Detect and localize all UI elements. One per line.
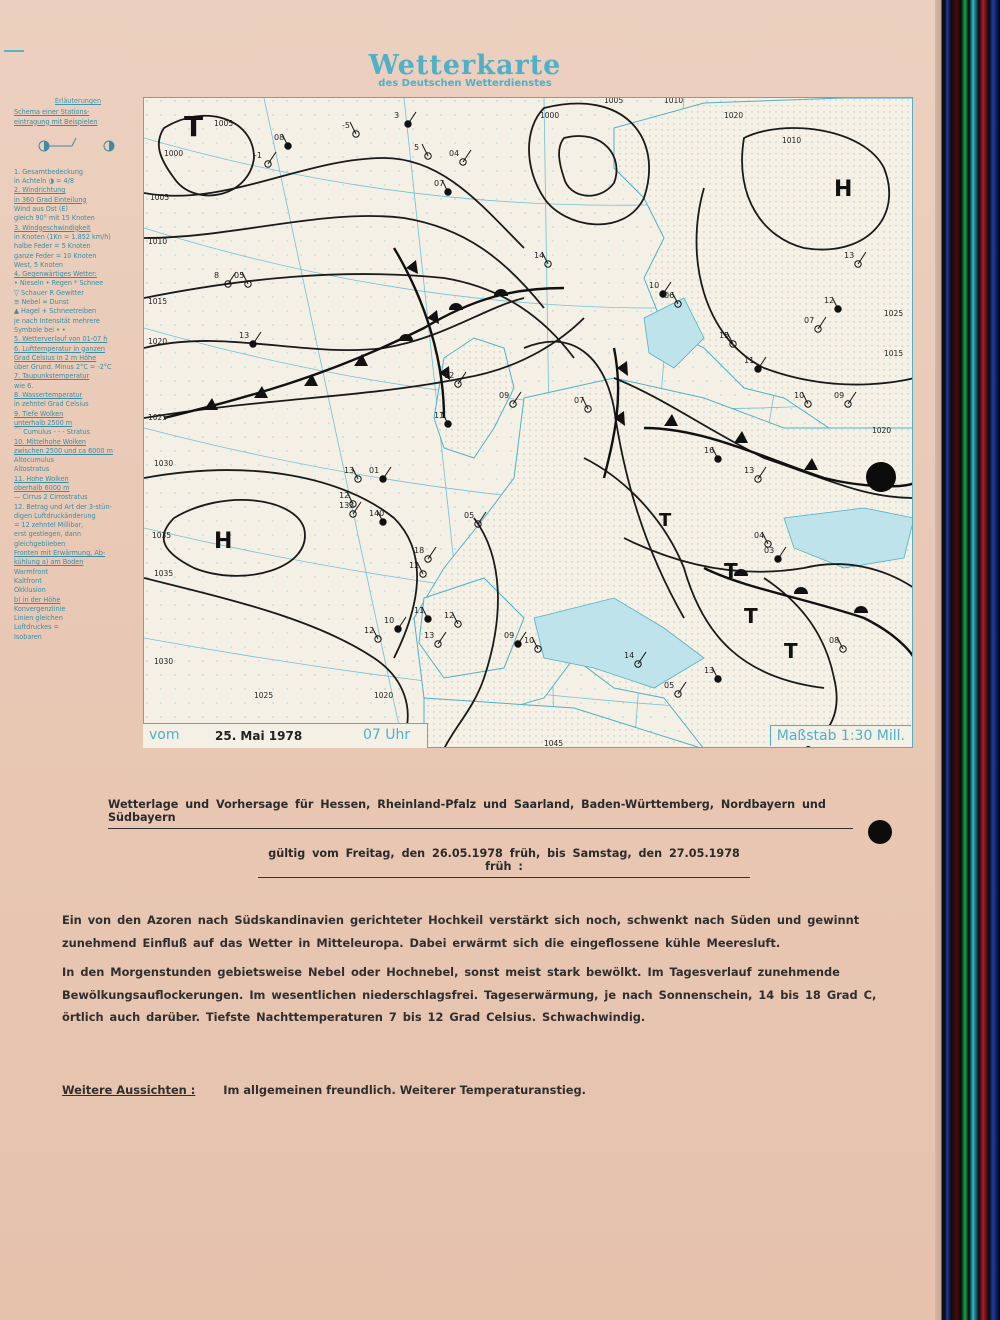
outlook-text: Im allgemeinen freundlich. Weiterer Temperaturanstieg. xyxy=(223,1083,587,1097)
legend-line: Altocumulus xyxy=(14,455,55,465)
station-value: 10 xyxy=(524,636,535,645)
legend-line: 8. Wassertemperatur xyxy=(14,390,83,400)
station-value: 04 xyxy=(754,531,765,540)
isobar-label: 1010 xyxy=(148,237,168,246)
legend-line: je nach Intensität mehrere xyxy=(14,315,100,325)
legend-line: oberhalb 6000 m xyxy=(14,482,70,492)
legend-line: b) in der Höhe xyxy=(14,594,61,604)
legend-line: — Cirrus 2 Cirrostratus xyxy=(14,492,88,502)
low-pressure-center: T xyxy=(724,559,738,583)
station-value: 12 xyxy=(444,611,455,620)
station-value: 08 xyxy=(829,636,840,645)
isobar-label: 1035 xyxy=(152,531,172,540)
station-value: 12 xyxy=(339,491,350,500)
station-value: 18 xyxy=(414,546,425,555)
legend-line: 11. Hohe Wolken xyxy=(14,473,69,483)
isobar-label: 1010 xyxy=(664,98,684,105)
station-value: 10 xyxy=(649,281,660,290)
legend-line: 9. Tiefe Wolken xyxy=(14,408,64,418)
station-value: 06 xyxy=(664,291,675,300)
station-value: 09 xyxy=(834,391,845,400)
forecast-situation: Ein von den Azoren nach Südskandinavien gerichteter Hochkeil verstärkt sich noch, schwenkt nach Süden und gewinnt zunehmend Einfluß auf das Wetter in Mitteleuropa. Dabei erwärmt sich die eingeflossene kühle Meeresluft. xyxy=(62,913,860,950)
isobar-label: 1000 xyxy=(540,111,560,120)
station-value: -1 xyxy=(254,151,262,160)
station-value: 03 xyxy=(764,546,775,555)
forecast-region-heading: Wetterlage und Vorhersage für Hessen, Rheinland-Pfalz und Saarland, Baden-Württemberg, Nordbayern und Südbayern xyxy=(108,798,853,829)
station-value: 5 xyxy=(414,143,420,152)
legend-line: = 12 zehntel Millibar, xyxy=(14,520,84,530)
legend-station-schema xyxy=(14,128,134,164)
legend-line: in zehntel Grad Celsius xyxy=(14,399,89,409)
legend-line: Isobaren xyxy=(14,631,42,641)
station-value: 10 xyxy=(794,391,805,400)
legend-line: Schema einer Stations- xyxy=(14,107,90,117)
footer-date: 25. Mai 1978 xyxy=(215,729,303,743)
legend-line: ≡ Nebel ∞ Dunst xyxy=(14,297,69,307)
legend-line: Luftdruckes = xyxy=(14,622,59,632)
scanner-edge-strip xyxy=(935,0,1000,1320)
margin-tick xyxy=(4,50,24,52)
legend-line: Altostratus xyxy=(14,464,50,474)
station-value: 13 xyxy=(844,251,855,260)
legend-line: ganze Feder = 10 Knoten xyxy=(14,250,97,260)
legend-line: kühlung a) am Boden xyxy=(14,557,84,567)
isobar-label: 1030 xyxy=(154,459,174,468)
station-value: 09 xyxy=(504,631,515,640)
legend-heading: Erläuterungen xyxy=(54,96,102,105)
legend-line: wie 6. xyxy=(14,380,34,390)
legend-line: Konvergenzlinie xyxy=(14,603,66,613)
legend-line: ⌒ Cumulus - - - Stratus xyxy=(14,427,90,437)
legend-line: unterhalb 2500 m xyxy=(14,417,73,427)
legend-line: 10. Mittelhohe Wolken xyxy=(14,436,87,446)
station-value: 140 xyxy=(369,509,385,518)
legend-line: 6. Lufttemperatur in ganzen xyxy=(14,343,105,353)
isobar-label: 1020 xyxy=(148,337,168,346)
legend-line: 2. Windrichtung xyxy=(14,185,66,195)
legend-line: Kaltfront xyxy=(14,575,42,585)
legend-line: 3. Windgeschwindigkeit xyxy=(14,222,91,232)
legend-line: Wind aus Ost (E) xyxy=(14,204,68,214)
legend-line: 4. Gegenwärtiges Wetter: xyxy=(14,269,97,279)
isobar-label: 1005 xyxy=(150,193,170,202)
station-value: 8 xyxy=(214,271,220,280)
station-value: 13 xyxy=(344,466,355,475)
isobar-label: 1025 xyxy=(148,413,168,422)
legend-line: gleichgeblieben xyxy=(14,538,66,548)
station-value: 13 xyxy=(239,331,250,340)
footer-time: 07 Uhr xyxy=(363,727,411,743)
station-value: 3 xyxy=(394,111,400,120)
station-value: 01 xyxy=(369,466,380,475)
high-pressure-center: H xyxy=(214,529,233,554)
legend-line: digen Luftdruckänderung xyxy=(14,510,96,520)
station-value: 133 xyxy=(339,501,355,510)
isobar-label: 1005 xyxy=(214,119,234,128)
legend-line: 7. Taupunkstemperatur xyxy=(14,371,90,381)
isobar-label: 1025 xyxy=(884,309,904,318)
legend-line: Warmfront xyxy=(14,566,49,576)
station-value: 05 xyxy=(664,681,675,690)
forecast-details: In den Morgenstunden gebietsweise Nebel oder Hochnebel, sonst meist stark bewölkt. Im Tagesverlauf zunehmende Bewölkungsauflockerungen. Im wesentlichen niederschlagsfrei. Tageserwärmung, je nach Sonnenschein, 14 bis 18 Grad C, örtlich auch darüber. Tiefste Nachttemperaturen 7 bis 12 Grad Celsius. Schwachwindig. xyxy=(62,965,877,1024)
station-value: 14 xyxy=(534,251,545,260)
legend-line: zwischen 2500 und ca 6000 m xyxy=(14,445,113,455)
page-subtitle: des Deutschen Wetterdienstes xyxy=(378,78,552,89)
forecast-validity: gültig vom Freitag, den 26.05.1978 früh, bis Samstag, den 27.05.1978 früh : xyxy=(258,847,750,878)
isobar-label: 1005 xyxy=(604,98,624,105)
legend-line: halbe Feder = 5 Knoten xyxy=(14,241,91,251)
low-pressure-center: T xyxy=(659,510,672,531)
legend-lines xyxy=(14,107,142,641)
station-value: 13 xyxy=(424,631,435,640)
station-value: 15 xyxy=(719,331,730,340)
footer-prefix: vom xyxy=(149,727,180,743)
punch-hole xyxy=(866,462,896,492)
punch-hole xyxy=(868,820,892,844)
station-value: 11 xyxy=(414,606,425,615)
legend-line: in Knoten (1Kn = 1.852 km/h) xyxy=(14,231,111,241)
station-value: 10 xyxy=(384,616,395,625)
legend-line: Linien gleichen xyxy=(14,613,63,623)
legend-line: 12. Betrag und Art der 3-stün- xyxy=(14,501,112,511)
legend-line: West, 5 Knoten xyxy=(14,259,64,269)
station-value: 04 xyxy=(449,149,460,158)
map-footer xyxy=(143,723,913,748)
isobar-label: 1030 xyxy=(154,657,174,666)
legend-line: eintragung mit Beispielen xyxy=(14,116,98,126)
high-pressure-center: H xyxy=(834,177,853,202)
isobar-label: 1020 xyxy=(374,691,394,700)
legend-line: in Achteln ◑ = 4/8 xyxy=(14,176,74,186)
isobar-label: 1020 xyxy=(872,426,892,435)
legend-line: ▲ Hagel + Schneetreiben xyxy=(14,306,97,316)
station-value: 12 xyxy=(409,561,420,570)
low-pressure-center: T xyxy=(784,639,798,663)
isobar-label: 1045 xyxy=(544,739,564,748)
legend-line: • Nieseln • Regen * Schnee xyxy=(14,278,104,288)
station-value: 14 xyxy=(624,651,635,660)
station-value: 11 xyxy=(744,356,755,365)
legend-line: Grad Celsius in 2 m Höhe xyxy=(14,352,97,362)
legend-line: gleich 90° mit 15 Knoten xyxy=(14,213,95,223)
station-value: 09 xyxy=(499,391,510,400)
forecast-outlook xyxy=(62,1083,586,1097)
legend-line: über Grund. Minus 2°C = -2°C xyxy=(14,362,112,372)
legend-line: Fronten mit Erwärmung, Ab- xyxy=(14,548,106,558)
legend-line: Okklusion xyxy=(14,585,46,595)
legend-line: ▽ Schauer R Gewitter xyxy=(14,287,84,297)
legend-line: 5. Wetterverlauf von 01-07 h xyxy=(14,334,108,344)
isobar-label: 1035 xyxy=(154,569,174,578)
station-value: -5 xyxy=(342,121,350,130)
station-value: 16 xyxy=(704,446,715,455)
legend-line: Symbole bei • • xyxy=(14,324,66,334)
footer-scale: Maßstab 1:30 Mill. xyxy=(770,725,911,746)
isobar-label: 1015 xyxy=(148,297,168,306)
legend-line: in 360 Grad Einteilung xyxy=(14,194,87,204)
isobar-label: 1025 xyxy=(254,691,274,700)
station-value: 11 xyxy=(434,411,445,420)
station-value: 12 xyxy=(824,296,835,305)
station-value: 13 xyxy=(744,466,755,475)
station-value: 07 xyxy=(434,179,445,188)
legend-line: 1. Gesamtbedeckung xyxy=(14,166,83,176)
outlook-label: Weitere Aussichten : xyxy=(62,1083,196,1097)
map-legend xyxy=(14,96,142,756)
station-value: 07 xyxy=(804,316,815,325)
station-value: 08 xyxy=(274,133,285,142)
legend-line: erst gestiegen, dann xyxy=(14,529,81,539)
isobar-label: 1010 xyxy=(782,136,802,145)
station-value: 05 xyxy=(464,511,475,520)
isobar-label: 1000 xyxy=(164,149,184,158)
weather-map xyxy=(143,97,913,748)
isobar-label: 1015 xyxy=(884,349,904,358)
low-pressure-center: T xyxy=(184,110,204,143)
station-value: 13 xyxy=(704,666,715,675)
low-pressure-center: T xyxy=(744,604,758,628)
station-value: 07 xyxy=(574,396,585,405)
station-value: 05 xyxy=(234,271,245,280)
station-value: 12 xyxy=(364,626,375,635)
map-graphic xyxy=(144,98,913,748)
isobar-label: 1020 xyxy=(724,111,744,120)
station-value: 12 xyxy=(444,371,455,380)
page-title: Wetterkarte xyxy=(368,50,562,81)
